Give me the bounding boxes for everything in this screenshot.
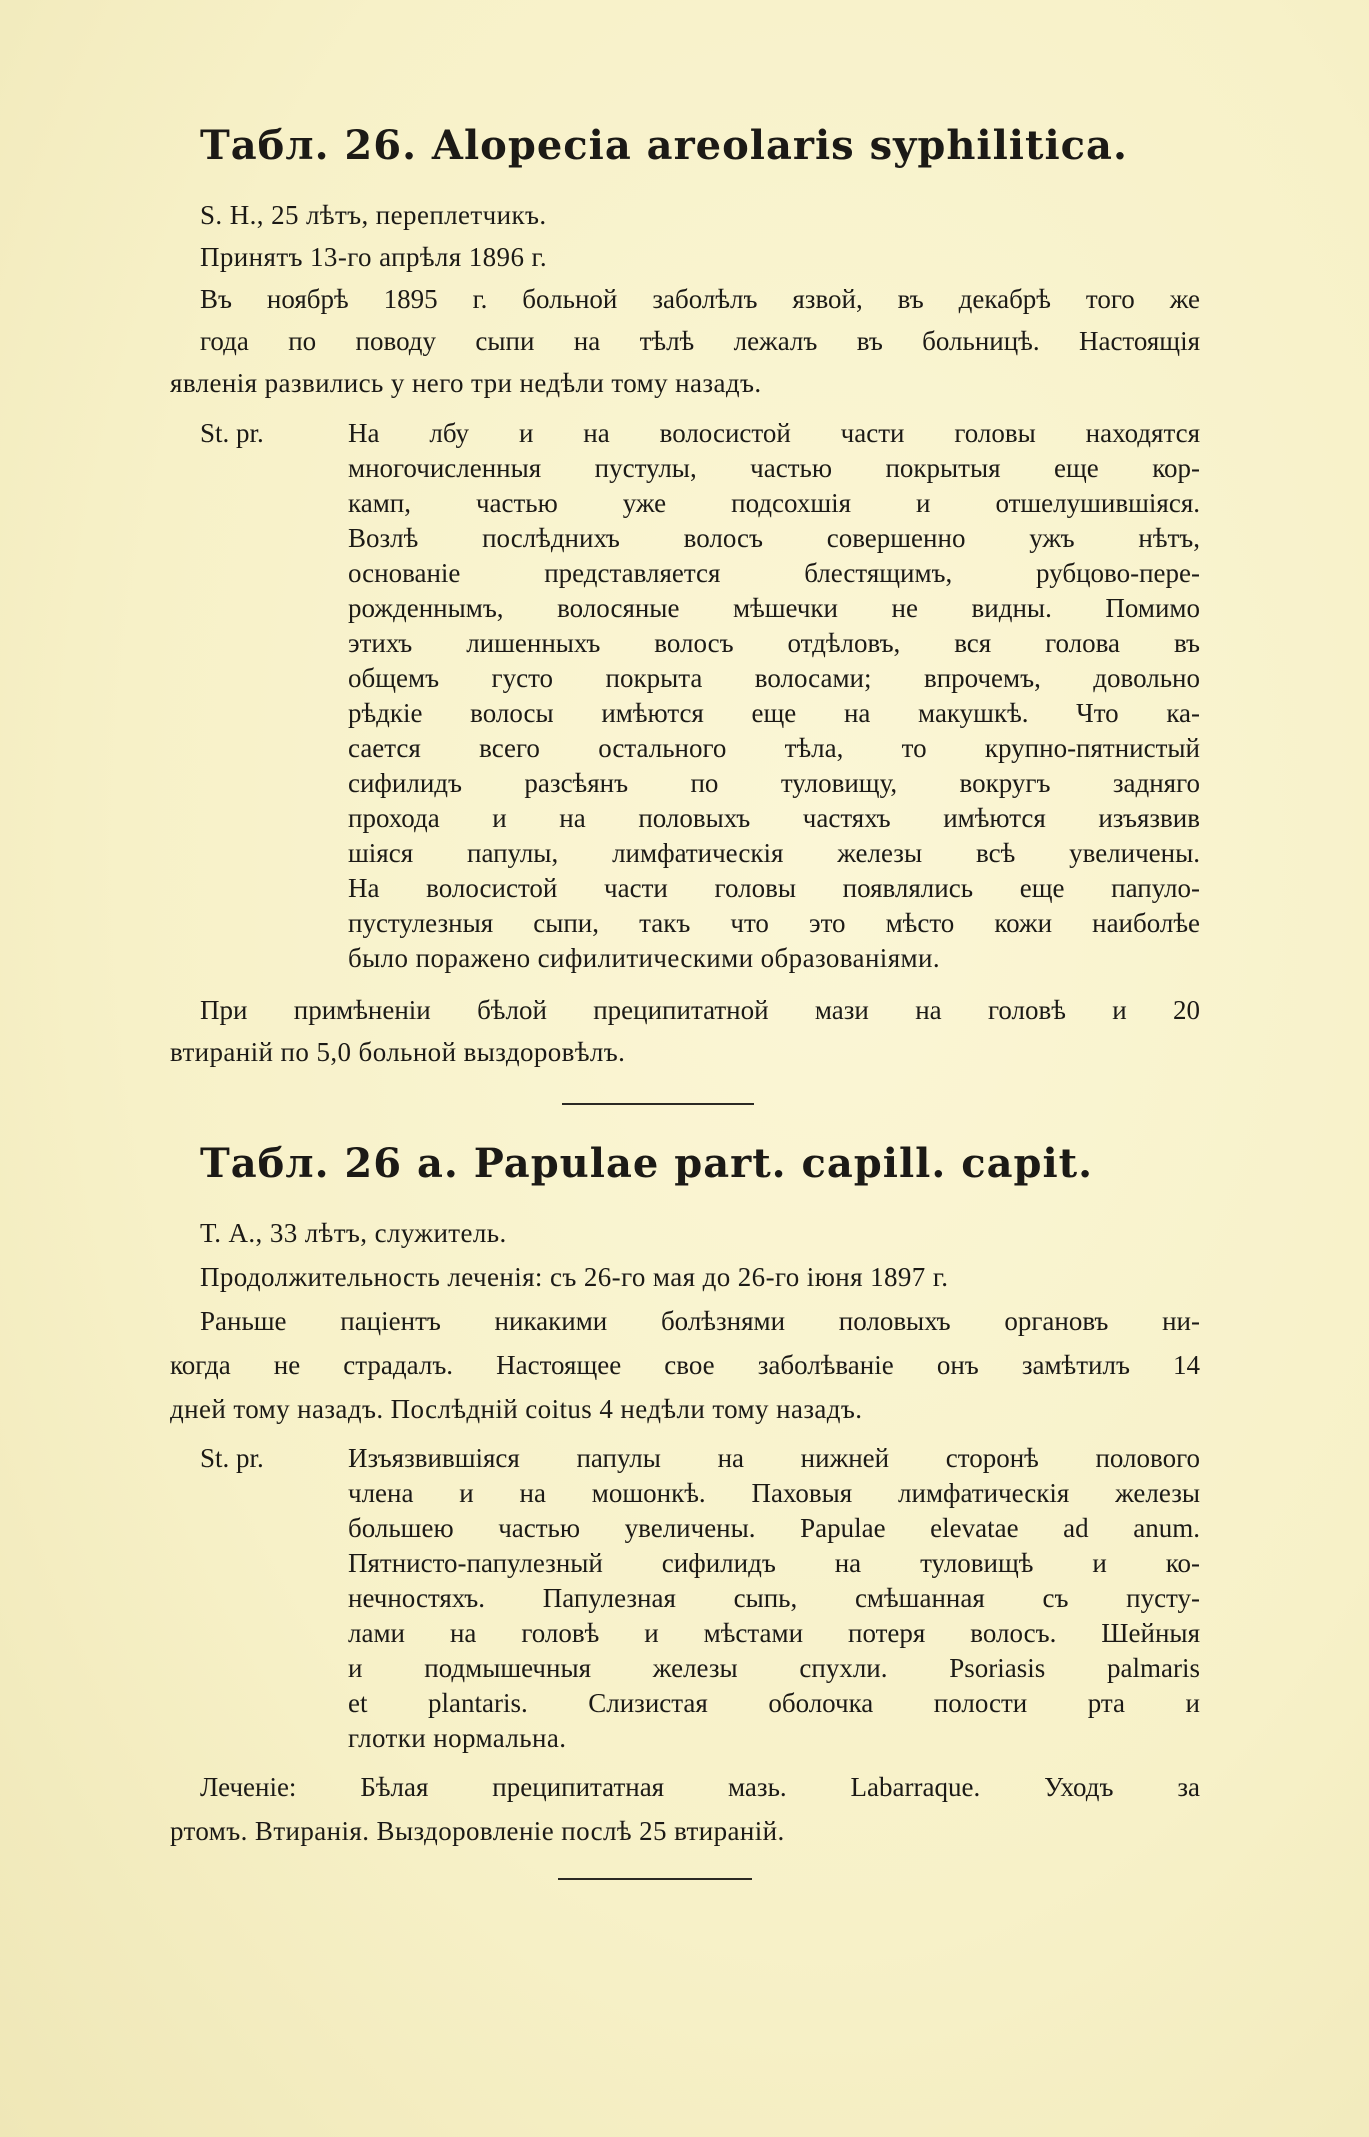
section1-title: Табл. 26. Alopecia areolaris syphilitica. xyxy=(200,122,1128,169)
section1-status-line: многочисленныя пустулы, частью покрытыя еще кор- xyxy=(348,453,1200,483)
section1-status-line: сифилидъ разсѣянъ по туловищу, вокругъ задняго xyxy=(348,768,1200,798)
section2-status-label: St. pr. xyxy=(200,1443,264,1473)
section1-status-line: камп, частью уже подсохшія и отшелушившіяся. xyxy=(348,488,1200,518)
section2-status-line: Изъязвившіяся папулы на нижней сторонѣ полового xyxy=(348,1443,1200,1473)
section1-status-line: пустулезныя сыпи, такъ что это мѣсто кожи наиболѣе xyxy=(348,908,1200,938)
section-divider xyxy=(562,1103,754,1105)
section1-status-line: прохода и на половыхъ частяхъ имѣются изъязвив xyxy=(348,803,1200,833)
section2-history-line: Раньше паціентъ никакими болѣзнями половыхъ органовъ ни- xyxy=(200,1306,1200,1336)
section1-status-line: На волосистой части головы появлялись еще папуло- xyxy=(348,873,1200,903)
section1-history-line: явленія развились у него три недѣли тому назадъ. xyxy=(170,368,762,398)
section1-status-line: рѣдкіе волосы имѣются еще на макушкѣ. Что ка- xyxy=(348,698,1200,728)
section1-status-line: общемъ густо покрыта волосами; впрочемъ, довольно xyxy=(348,663,1200,693)
section2-status-line: Пятнисто-папулезный сифилидъ на туловищѣ и ко- xyxy=(348,1548,1200,1578)
section2-status-line: нечностяхъ. Папулезная сыпь, смѣшанная съ пусту- xyxy=(348,1583,1200,1613)
section2-history-line: дней тому назадъ. Послѣдній coitus 4 недѣли тому назадъ. xyxy=(170,1394,863,1424)
section1-outcome-line: При примѣненіи бѣлой преципитатной мази на головѣ и 20 xyxy=(200,995,1200,1025)
section1-admitted: Принятъ 13-го апрѣля 1896 г. xyxy=(200,242,548,272)
section1-status-line: основаніе представляется блестящимъ, рубцово-пере- xyxy=(348,558,1200,588)
section-end-rule xyxy=(558,1878,752,1880)
section1-status-line: было поражено сифилитическими образованіями. xyxy=(348,943,940,973)
section2-duration: Продолжительность леченія: съ 26-го мая до 26-го іюня 1897 г. xyxy=(200,1262,949,1292)
section2-treatment-line: Леченіе: Бѣлая преципитатная мазь. Labarraque. Уходъ за xyxy=(200,1772,1200,1802)
section1-status-line: На лбу и на волосистой части головы находятся xyxy=(348,418,1200,448)
section1-status-line: сается всего остального тѣла, то крупно-пятнистый xyxy=(348,733,1200,763)
section2-status-line: et plantaris. Слизистая оболочка полости рта и xyxy=(348,1688,1200,1718)
section1-patient: S. H., 25 лѣтъ, переплетчикъ. xyxy=(200,200,547,230)
section1-status-line: шіяся папулы, лимфатическія железы всѣ увеличены. xyxy=(348,838,1200,868)
section1-history-line: Въ ноябрѣ 1895 г. больной заболѣлъ язвой, въ декабрѣ того же xyxy=(200,284,1200,314)
section1-outcome-line: втираній по 5,0 больной выздоровѣлъ. xyxy=(170,1037,626,1067)
section2-status-line: лами на головѣ и мѣстами потеря волосъ. Шейныя xyxy=(348,1618,1200,1648)
section2-status-line: большею частью увеличены. Papulae elevatae ad anum. xyxy=(348,1513,1200,1543)
section1-status-line: рожденнымъ, волосяные мѣшечки не видны. Помимо xyxy=(348,593,1200,623)
section1-status-line: Возлѣ послѣднихъ волосъ совершенно ужъ нѣтъ, xyxy=(348,523,1200,553)
section2-status-line: глотки нормальна. xyxy=(348,1723,567,1753)
section2-patient: Т. А., 33 лѣтъ, служитель. xyxy=(200,1218,507,1248)
section1-history-line: года по поводу сыпи на тѣлѣ лежалъ въ больницѣ. Настоящія xyxy=(200,326,1200,356)
section1-status-label: St. pr. xyxy=(200,418,264,448)
section2-treatment-line: ртомъ. Втиранія. Выздоровленіе послѣ 25 втираній. xyxy=(170,1816,785,1846)
section2-history-line: когда не страдалъ. Настоящее свое заболѣваніе онъ замѣтилъ 14 xyxy=(170,1350,1200,1380)
section2-title: Табл. 26 a. Papulae part. capill. capit. xyxy=(200,1140,1094,1187)
section2-status-line: члена и на мошонкѣ. Паховыя лимфатическія железы xyxy=(348,1478,1200,1508)
section2-status-line: и подмышечныя железы спухли. Psoriasis palmaris xyxy=(348,1653,1200,1683)
section1-status-line: этихъ лишенныхъ волосъ отдѣловъ, вся голова въ xyxy=(348,628,1200,658)
